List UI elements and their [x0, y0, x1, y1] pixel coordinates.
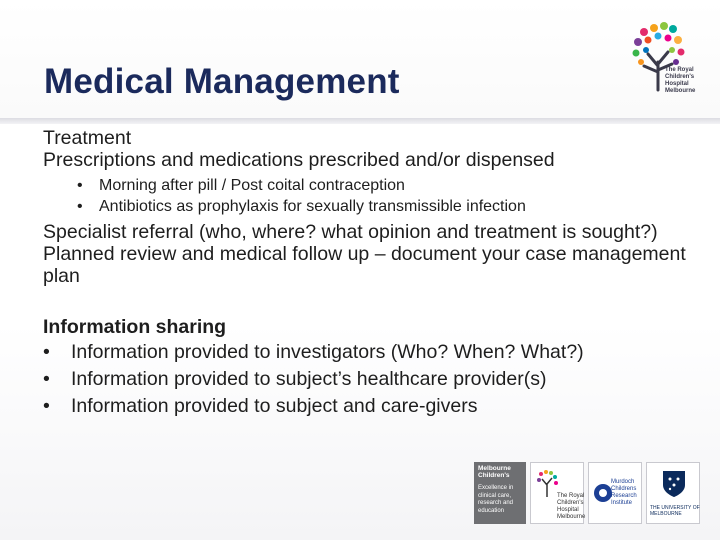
- title-divider: [0, 118, 720, 124]
- unimelb-logo: [646, 462, 700, 524]
- spacer: [43, 287, 693, 315]
- unimelb-crest-icon: [661, 469, 687, 499]
- list-item: • Antibiotics as prophylaxis for sexually transmissible infection: [77, 196, 693, 217]
- unimelb-text: THE UNIVERSITY OF MELBOURNE: [650, 505, 700, 517]
- slide-body: [43, 127, 693, 420]
- mcri-mark-icon: [593, 483, 613, 503]
- rch-logo-text: The Royal Children's Hospital Melbourne: [665, 67, 696, 94]
- line-prescriptions: Prescriptions and medications prescribed and/or dispensed: [43, 149, 555, 171]
- info-sharing-heading: Information sharing: [43, 316, 227, 338]
- info-sharing-list: [43, 339, 693, 420]
- melbourne-childrens-title: Melbourne Children's: [478, 465, 511, 479]
- line-treatment: Treatment: [43, 127, 132, 149]
- mcri-logo: [588, 462, 642, 524]
- list-item: • Information provided to subject’s healthcare provider(s): [43, 366, 693, 393]
- partner-logos: [474, 462, 702, 524]
- list-item: • Information provided to investigators (Who? When? What?): [43, 339, 693, 366]
- slide-title: Medical Management: [44, 62, 400, 101]
- melbourne-childrens-logo: [474, 462, 526, 524]
- tree-leaves-icon: [633, 22, 685, 65]
- mcri-text: Murdoch Childrens Research Institute: [611, 479, 637, 506]
- melbourne-childrens-tagline: Excellence in clinical care, research and education: [478, 485, 514, 514]
- line-referral: Specialist referral (who, where? what opinion and treatment is sought?): [43, 221, 658, 243]
- list-item: • Morning after pill / Post coital contraception: [77, 175, 693, 196]
- list-item: • Information provided to subject and care-givers: [43, 393, 693, 420]
- rch-small-text: The Royal Children's Hospital Melbourne: [557, 493, 586, 520]
- rch-small-logo: [530, 462, 584, 524]
- line-review: Planned review and medical follow up – document your case management plan: [43, 243, 686, 287]
- prescription-sub-list: [77, 175, 693, 217]
